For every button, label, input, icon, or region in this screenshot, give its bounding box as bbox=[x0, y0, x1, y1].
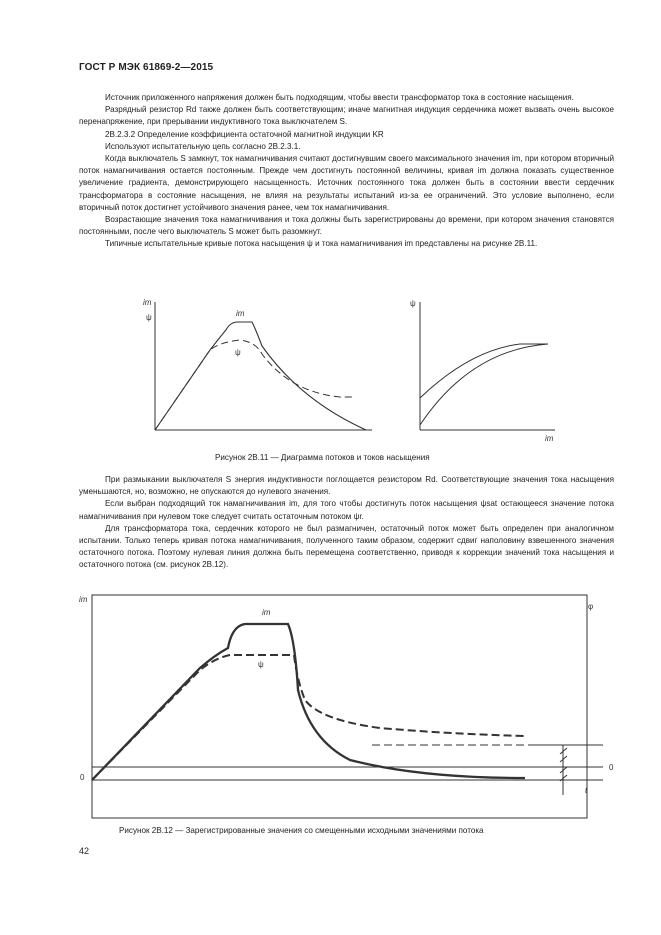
paragraph: Если выбран подходящий ток намагничивания im, для того чтобы достигнуть поток насыщения ψsat остающееся значение потока намагничивания при нулевом токе следует считать остаточным потоком ψr. bbox=[79, 499, 614, 521]
fig12-caption: Рисунок 2В.12 — Зарегистрированные значения со смещенными исходными значениями потока bbox=[119, 826, 484, 835]
fig11-left-psi-label: ψ bbox=[235, 348, 241, 357]
fig12-im-curve bbox=[92, 624, 525, 780]
paragraph: 2В.2.3.2 Определение коэффициента остаточной магнитной индукции KR bbox=[105, 129, 384, 139]
paragraph: Используют испытательную цепь согласно 2В.2.3.1. bbox=[105, 141, 301, 151]
fig12-zero-right: 0 bbox=[609, 763, 614, 772]
fig11-right-x-label: im bbox=[545, 434, 554, 443]
paragraph: Для трансформатора тока, сердечник которого не был размагничен, остаточный поток может быть определен при аналогичном испытании. Только теперь кривая потока намагничивания, полученного таким образом, содержит сдвиг наполовину взвешенного значения остаточного потока. Поэтому нулевая линия должна быть перемещена соответственно, приводя к коррекции значений тока насыщения и остаточного потока (см. рисунок 2В.12). bbox=[79, 523, 614, 570]
fig12-plot bbox=[92, 595, 603, 818]
fig11-left-y-label2: ψ bbox=[146, 313, 152, 322]
fig12-right-axis-label: φ bbox=[588, 602, 594, 611]
fig12-frame bbox=[92, 595, 587, 818]
paragraph: Разрядный резистор Rd также должен быть соответствующим; иначе магнитная индукция сердечника может вызвать очень высокое перенапряжение, при прерывании индуктивного тока выключателем S. bbox=[79, 105, 614, 127]
fig12-im-label: im bbox=[262, 608, 271, 617]
fig12-zero-left: 0 bbox=[80, 773, 85, 782]
text-block-2 bbox=[79, 474, 614, 572]
fig11-right-curve-a bbox=[420, 344, 548, 398]
fig11-right-plot bbox=[420, 302, 555, 430]
fig11-caption: Рисунок 2В.11 — Диаграмма потоков и токов насыщения bbox=[215, 453, 430, 462]
paragraph: При размыкании выключателя S энергия индуктивности поглощается резистором Rd. Соответствующие значения тока насыщения уменьшаются, но, возможно, не опускаются до нулевого значения. bbox=[79, 475, 614, 497]
fig12-y-label: im bbox=[79, 595, 88, 604]
fig11-left-plot bbox=[155, 302, 372, 430]
paragraph: Когда выключатель S замкнут, ток намагничивания считают достигнувшим своего максимального значения im, при котором вторичный поток намагничивания остается постоянным. Прежде чем достигнуть постоянной величины, кривая im должна показать существенное увеличение градиента, демонстрирующего насыщенность. Источник постоянного тока должен быть в состоянии ввести сердечник трансформатора в состояние насыщения, не влияя на результаты испытаний из-за ее ограничений. Это условие выполнено, если вторичный поток достигнет устойчивого значения ранее, чем ток намагничивания. bbox=[79, 154, 614, 212]
page-number: 42 bbox=[79, 846, 90, 856]
fig12-x-label: t bbox=[585, 786, 588, 795]
fig11-right-y-label: ψ bbox=[410, 299, 416, 308]
paragraph: Типичные испытательные кривые потока насыщения ψ и тока намагничивания im представлены на рисунке 2В.11. bbox=[105, 239, 538, 249]
fig11-left-y-label: im bbox=[143, 298, 152, 307]
paragraph: Источник приложенного напряжения должен быть подходящим, чтобы ввести трансформатор тока в состояние насыщения. bbox=[105, 93, 574, 102]
paragraph: Возрастающие значения тока намагничивания и тока должны быть зарегистрированы до времени, при котором значения становятся постоянными, после чего выключатель S может быть разомкнут. bbox=[79, 215, 614, 237]
fig12-psi-label: ψ bbox=[258, 660, 264, 669]
fig11-left-im-label: im bbox=[236, 309, 245, 318]
fig11-left-im-curve bbox=[155, 322, 366, 430]
document-header: ГОСТ Р МЭК 61869-2—2015 bbox=[79, 62, 214, 73]
fig11-left-psi-curve bbox=[155, 340, 352, 430]
fig11-right-curve-b bbox=[420, 344, 548, 425]
